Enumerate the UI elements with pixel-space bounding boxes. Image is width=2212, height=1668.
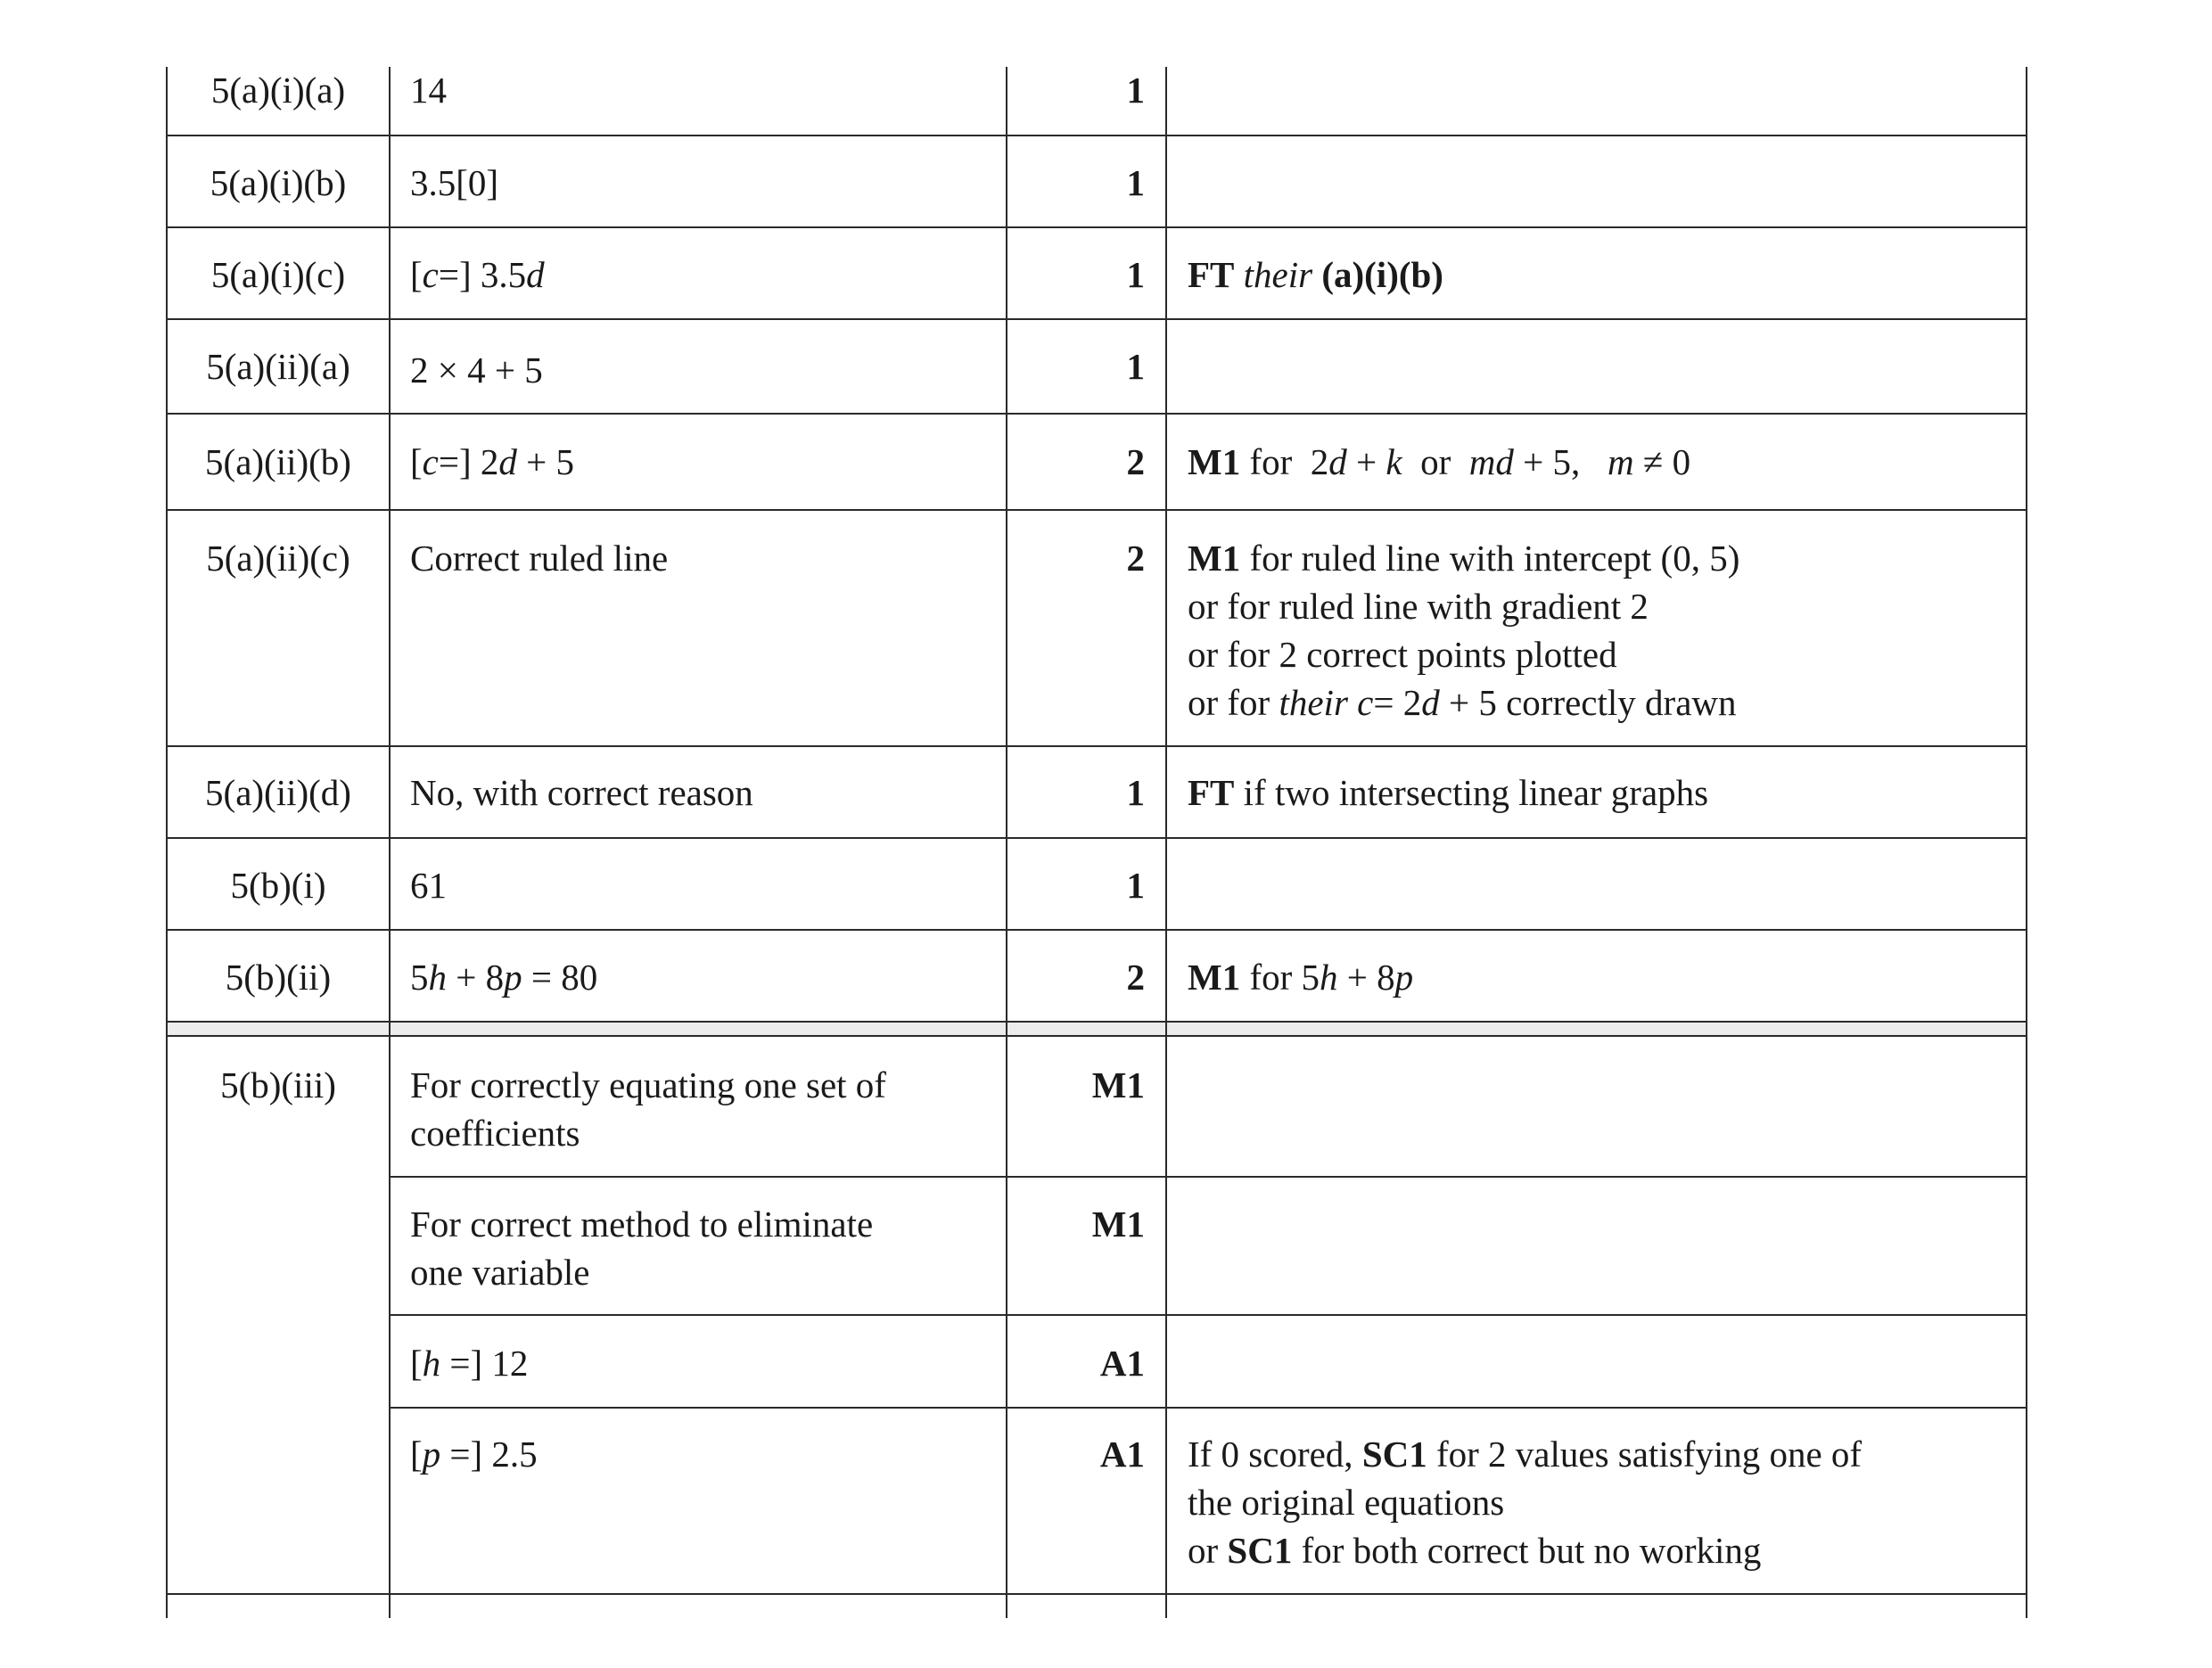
column-divider [166,67,168,1618]
row-divider [166,413,2027,415]
marks-cell: A1 [1099,1343,1145,1384]
question-number: 5(a)(i)(a) [210,70,346,111]
answer-cell: [c=] 3.5d [410,254,545,295]
row-divider [389,1314,2027,1316]
row-divider [166,509,2027,511]
row-divider [166,135,2027,136]
answer-cell: 5h + 8p = 80 [410,957,598,998]
question-number: 5(b)(iii) [220,1064,336,1105]
row-divider [166,1035,2027,1037]
question-number: 5(a)(ii)(c) [206,538,350,579]
answer-cell: 3.5[0] [410,162,499,203]
marks-cell: M1 [1091,1064,1145,1105]
question-number: 5(a)(i)(b) [210,162,347,203]
answer-cell: No, with correct reason [410,772,753,813]
guidance-cell: FT their (a)(i)(b) [1188,254,1443,295]
guidance-cell: M1 for 2d + k or md + 5, m ≠ 0 [1188,441,1691,482]
answer-line: coefficients [410,1113,580,1154]
row-divider [166,929,2027,931]
marks-cell: 1 [1126,70,1145,111]
question-number: 5(b)(ii) [225,957,332,998]
question-number: 5(a)(ii)(a) [206,346,350,387]
guidance-line: or for 2 correct points plotted [1188,634,1617,675]
question-number: 5(a)(i)(c) [210,254,346,295]
row-divider [389,1407,2027,1409]
guidance-line: or for their c= 2d + 5 correctly drawn [1188,682,1737,723]
answer-cell: [p =] 2.5 [410,1434,538,1475]
row-divider [166,745,2027,747]
row-divider [166,1593,2027,1595]
row-divider [389,1176,2027,1178]
column-divider [1165,67,1167,1618]
marks-cell: 1 [1126,254,1145,295]
question-number: 5(a)(ii)(b) [205,441,351,482]
marks-cell: 1 [1126,865,1145,906]
question-number: 5(b)(i) [230,865,326,906]
column-divider [389,67,391,1618]
question-number: 5(a)(ii)(d) [205,772,351,813]
marks-cell: 1 [1126,346,1145,387]
row-divider [166,1021,2027,1023]
guidance-line: or SC1 for both correct but no working [1188,1530,1762,1571]
marks-cell: 2 [1126,957,1145,998]
row-divider [166,318,2027,320]
answer-line: For correctly equating one set of [410,1064,886,1105]
marks-cell: 2 [1126,441,1145,482]
marks-cell: 2 [1126,538,1145,579]
guidance-cell: FT if two intersecting linear graphs [1188,772,1709,813]
answer-cell: [c=] 2d + 5 [410,441,575,482]
guidance-cell: M1 for 5h + 8p [1188,957,1414,998]
answer-cell: Correct ruled line [410,538,669,579]
row-divider [166,226,2027,228]
guidance-line: If 0 scored, SC1 for 2 values satisfying one of [1188,1434,1863,1475]
answer-cell: 2 × 4 + 5 [410,349,543,390]
guidance-line: or for ruled line with gradient 2 [1188,586,1649,627]
answer-cell: 14 [410,70,447,111]
answer-line: one variable [410,1252,590,1293]
column-divider [2026,67,2027,1618]
answer-cell: [h =] 12 [410,1343,529,1384]
section-separator [166,1023,2027,1035]
marks-cell: 1 [1126,162,1145,203]
marks-cell: 1 [1126,772,1145,813]
guidance-line: M1 for ruled line with intercept (0, 5) [1188,538,1740,579]
row-divider [166,837,2027,839]
answer-line: For correct method to eliminate [410,1204,874,1245]
guidance-line: the original equations [1188,1482,1505,1523]
answer-cell: 61 [410,865,447,906]
marks-cell: M1 [1091,1204,1145,1245]
marks-cell: A1 [1099,1434,1145,1475]
